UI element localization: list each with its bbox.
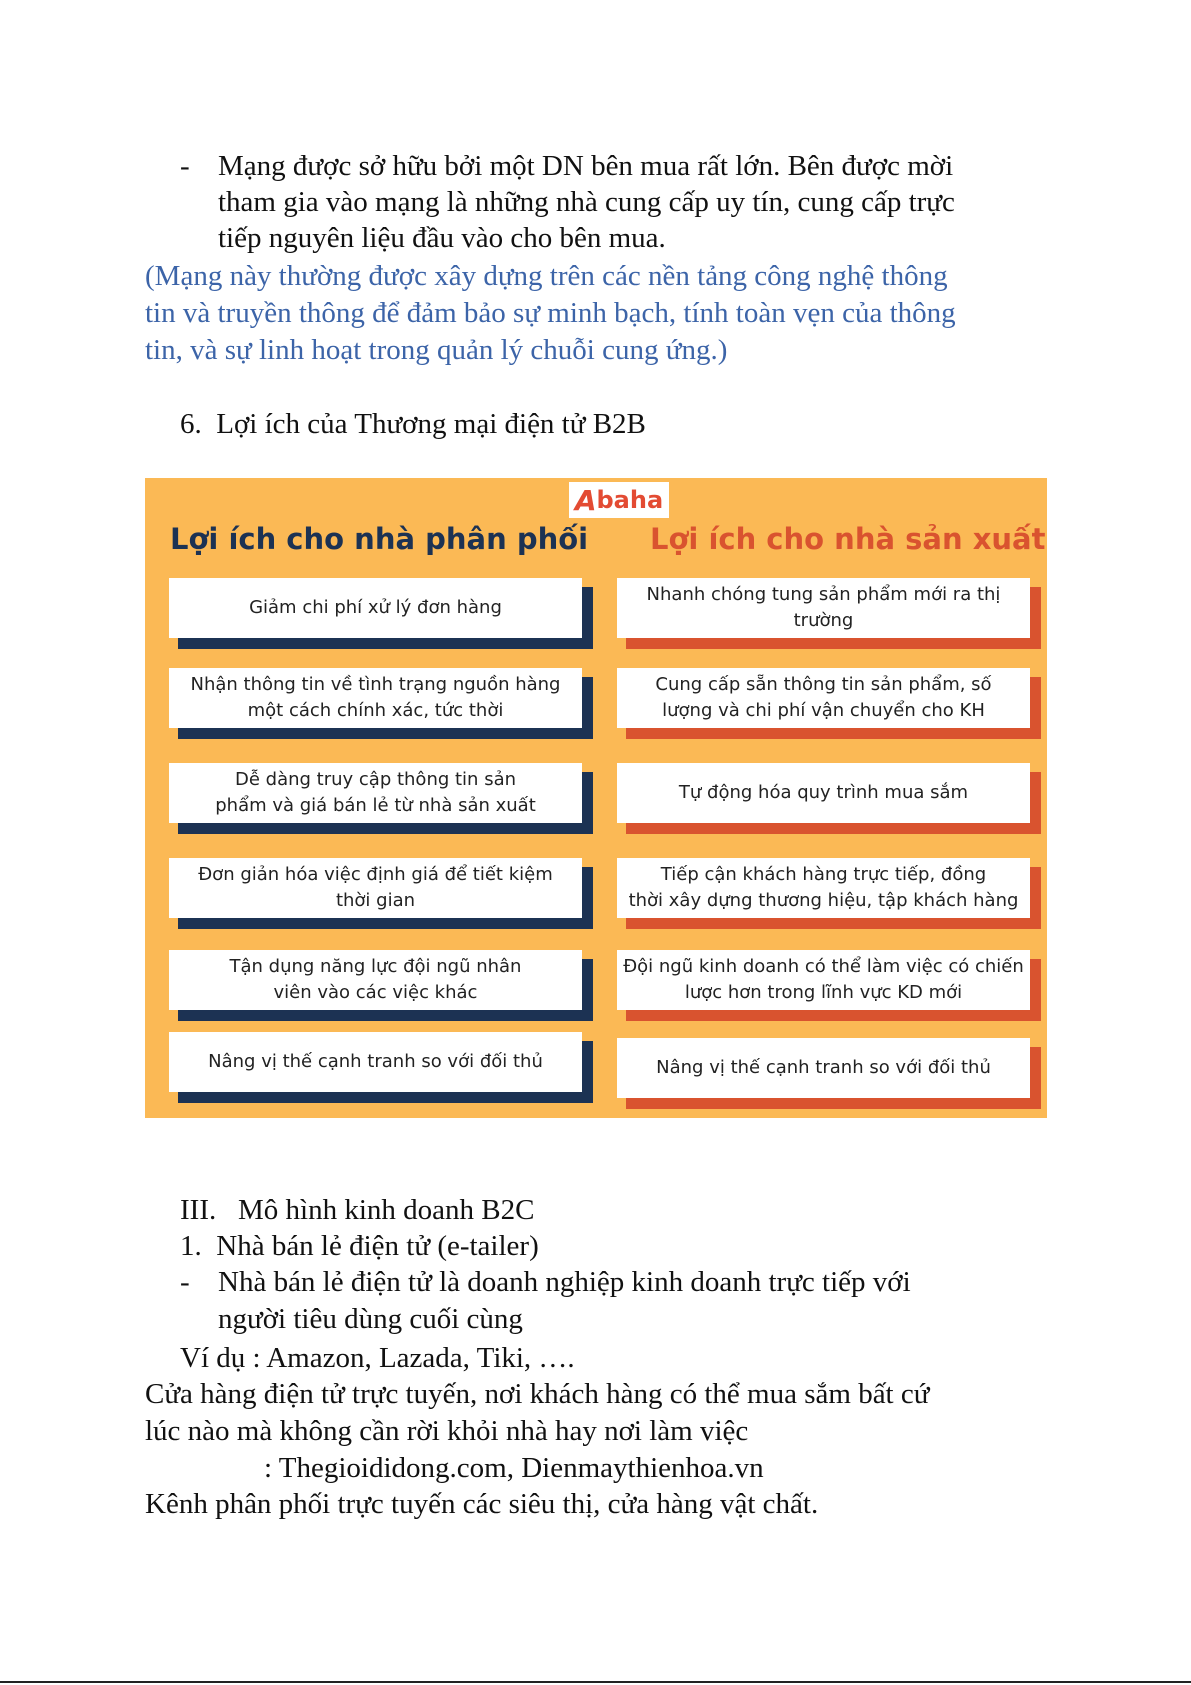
b2c-bullet-line-1: Nhà bán lẻ điện tử là doanh nghiệp kinh doanh trực tiếp với — [218, 1266, 911, 1298]
bullet-dash: - — [180, 150, 190, 182]
store-line-2: lúc nào mà không cần rời khỏi nhà hay nơi làm việc — [145, 1415, 749, 1447]
manufacturer-benefit-card — [617, 578, 1039, 650]
card-text-line: trường — [793, 610, 854, 631]
subsection-1-heading: 1. Nhà bán lẻ điện tử (e-tailer) — [180, 1230, 539, 1262]
distributor-benefits-title: Lợi ích cho nhà phân phối — [170, 522, 589, 556]
bullet-dash: - — [180, 1266, 190, 1298]
card-text-line: Tự động hóa quy trình mua sắm — [678, 782, 969, 803]
card-text-line: Tiếp cận khách hàng trực tiếp, đồng — [660, 864, 987, 885]
abaha-logo — [569, 482, 669, 518]
example-sites-line: : Thegioididong.com, Dienmaythienhoa.vn — [264, 1452, 764, 1484]
card-text-line: Nhanh chóng tung sản phẩm mới ra thị — [646, 584, 1001, 605]
distributor-benefit-card — [169, 1032, 591, 1104]
card-text-line: Giảm chi phí xử lý đơn hàng — [249, 597, 502, 618]
card-text-line: viên vào các việc khác — [273, 982, 478, 1003]
card-text-line: Đơn giản hóa việc định giá để tiết kiệm — [198, 864, 553, 885]
note-line-3: tin, và sự linh hoạt trong quản lý chuỗi cung ứng.) — [145, 334, 728, 366]
distributor-benefit-card — [169, 668, 591, 740]
manufacturer-benefit-card — [617, 950, 1039, 1022]
b2b-benefits-infographic — [145, 478, 1047, 1118]
card-text-line: thời xây dựng thương hiệu, tập khách hàng — [628, 890, 1019, 911]
manufacturer-benefit-card — [617, 1038, 1039, 1110]
distributor-benefit-card — [169, 950, 591, 1022]
card-text-line: Dễ dàng truy cập thông tin sản — [234, 769, 517, 790]
top-bullet-line-2: tham gia vào mạng là những nhà cung cấp uy tín, cung cấp trực — [218, 186, 955, 218]
card-text-line: Đội ngũ kinh doanh có thể làm việc có chiến — [623, 956, 1024, 977]
page-bottom-edge — [0, 1681, 1191, 1683]
abaha-logo-mark: A — [574, 483, 597, 517]
note-line-1: (Mạng này thường được xây dựng trên các nền tảng công nghệ thông — [145, 260, 948, 292]
manufacturer-benefit-card — [617, 763, 1039, 835]
card-text-line: Nâng vị thế cạnh tranh so với đối thủ — [208, 1051, 543, 1072]
manufacturer-benefit-card — [617, 858, 1039, 930]
card-text-line: thời gian — [335, 890, 416, 911]
card-text-line: Nâng vị thế cạnh tranh so với đối thủ — [656, 1057, 991, 1078]
manufacturer-benefits-title: Lợi ích cho nhà sản xuất — [650, 522, 1046, 556]
card-text-line: một cách chính xác, tức thời — [247, 700, 504, 721]
note-line-2: tin và truyền thông để đảm bảo sự minh bạch, tính toàn vẹn của thông — [145, 297, 956, 329]
card-text-line: Cung cấp sẵn thông tin sản phẩm, số — [655, 674, 992, 695]
distributor-benefit-card — [169, 763, 591, 835]
channel-line: Kênh phân phối trực tuyến các siêu thị, cửa hàng vật chất. — [145, 1488, 819, 1520]
card-text-line: lượng và chi phí vận chuyển cho KH — [662, 700, 985, 721]
distributor-benefit-card — [169, 578, 591, 650]
store-line-1: Cửa hàng điện tử trực tuyến, nơi khách hàng có thể mua sắm bất cứ — [145, 1378, 930, 1410]
distributor-benefit-card — [169, 858, 591, 930]
section-3-heading: III. Mô hình kinh doanh B2C — [180, 1194, 535, 1226]
b2c-bullet-line-2: người tiêu dùng cuối cùng — [218, 1303, 523, 1335]
abaha-logo-text: baha — [596, 486, 664, 514]
card-text-line: phẩm và giá bán lẻ từ nhà sản xuất — [215, 795, 536, 816]
card-text-line: Tận dụng năng lực đội ngũ nhân — [229, 956, 522, 977]
card-text-line: lược hơn trong lĩnh vực KD mới — [684, 982, 963, 1003]
section-6-heading: 6. Lợi ích của Thương mại điện tử B2B — [180, 408, 646, 440]
manufacturer-benefit-card — [617, 668, 1039, 740]
example-line: Ví dụ : Amazon, Lazada, Tiki, …. — [180, 1342, 575, 1374]
top-bullet-line-1: Mạng được sở hữu bởi một DN bên mua rất lớn. Bên được mời — [218, 150, 954, 182]
top-bullet-line-3: tiếp nguyên liệu đầu vào cho bên mua. — [218, 222, 666, 254]
card-text-line: Nhận thông tin về tình trạng nguồn hàng — [190, 674, 561, 695]
